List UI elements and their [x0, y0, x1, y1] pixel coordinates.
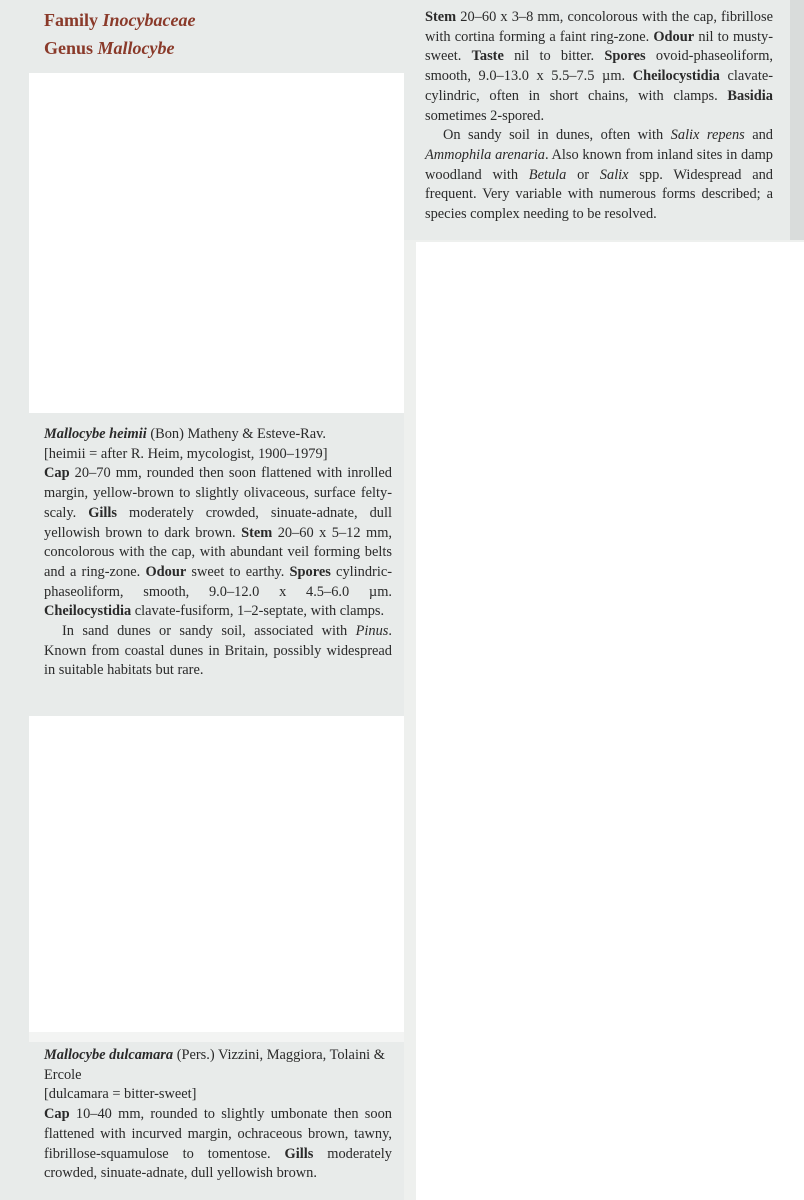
- cap-label: Cap: [44, 1106, 70, 1123]
- species-entry-heimii: [44, 425, 392, 681]
- habitat-host: Salix: [599, 166, 629, 183]
- stem-label: Stem: [241, 524, 273, 541]
- odour-label: Odour: [653, 28, 695, 45]
- family-name: Inocybaceae: [102, 10, 196, 30]
- species-entry-dulcamara-continued: [425, 8, 773, 225]
- spores-text: cylindric-phaseoliform, smooth, 9.0–12.0 x 4.5–6.0 µm.: [44, 563, 392, 600]
- species-authority: (Pers.) Vizzini, Maggiora, Tolaini & Ercole: [44, 1047, 385, 1083]
- habitat-text: . Known from coastal dunes in Britain, possibly widespread in suitable habitats but rare.: [44, 623, 392, 679]
- family-label: Family: [44, 10, 98, 30]
- spores-label: Spores: [604, 48, 646, 65]
- odour-label: Odour: [145, 563, 187, 580]
- stem-text: 20–60 x 5–12 mm, concolorous with the cap, with abundant veil forming belts and a ring-zone.: [44, 524, 392, 580]
- habitat-host: Salix repens: [670, 127, 745, 144]
- taste-label: Taste: [471, 48, 504, 65]
- habitat-text: and: [744, 127, 773, 144]
- habitat-host: Betula: [528, 166, 567, 183]
- photo-placeholder-bottom-edge: [29, 1032, 404, 1042]
- cap-text: 10–40 mm, rounded to slightly umbonate then soon flattened with incurved margin, ochraceous brown, tawny, fibrillose-squamulose to tomentose.: [44, 1106, 392, 1162]
- description: [44, 464, 392, 622]
- species-name: Mallocybe dulcamara: [44, 1047, 174, 1063]
- basidia-text: sometimes 2-spored.: [425, 107, 545, 124]
- habitat-text: In sand dunes or sandy soil, associated with: [62, 623, 356, 640]
- genus-name: Mallocybe: [97, 38, 175, 58]
- page-edge: [790, 0, 804, 240]
- habitat-text: or: [566, 166, 600, 183]
- basidia-label: Basidia: [727, 87, 773, 104]
- species-authority: (Bon) Matheny & Esteve-Rav.: [146, 426, 327, 442]
- page-header: [44, 6, 195, 62]
- cap-text: 20–70 mm, rounded then soon flattened with inrolled margin, yellow-brown to slightly olivaceous, surface felty-scaly.: [44, 465, 392, 521]
- cheilocystidia-text: clavate-cylindric, often in short chains, with clamps.: [425, 68, 773, 104]
- stem-label: Stem: [425, 9, 457, 25]
- photo-placeholder-top: [29, 73, 404, 413]
- description: [44, 1105, 392, 1184]
- photo-placeholder-middle: [29, 716, 404, 1032]
- species-name: Mallocybe heimii: [44, 426, 147, 442]
- stem-text: 20–60 x 3–8 mm, concolorous with the cap, fibrillose with cortina forming a faint ring-zone.: [425, 9, 773, 45]
- genus-heading: [44, 34, 195, 62]
- etymology: [heimii = after R. Heim, mycologist, 1900–1979]: [44, 445, 328, 462]
- description: [425, 8, 773, 126]
- odour-text: nil to musty-sweet.: [425, 28, 773, 65]
- habitat-text: spp. Widespread and frequent. Very variable with numerous forms described; a species complex needing to be resolved.: [425, 166, 773, 223]
- cheilocystidia-label: Cheilocystidia: [44, 603, 132, 620]
- species-title: [44, 1046, 392, 1085]
- species-title: [44, 425, 392, 445]
- spores-text: ovoid-phaseoliform, smooth, 9.0–13.0 x 5.5–7.5 µm.: [425, 48, 773, 85]
- gills-label: Gills: [284, 1145, 314, 1162]
- habitat: [44, 622, 392, 681]
- species-entry-dulcamara: [44, 1046, 392, 1184]
- cap-label: Cap: [44, 465, 70, 482]
- habitat: [425, 126, 773, 225]
- odour-text: sweet to earthy.: [186, 563, 290, 580]
- genus-label: Genus: [44, 38, 94, 58]
- cheilocystidia-label: Cheilocystidia: [632, 68, 720, 85]
- gills-text: moderately crowded, sinuate-adnate, dull yellowish brown to dark brown.: [44, 504, 392, 541]
- habitat-host: Pinus: [355, 623, 389, 640]
- cheilocystidia-text: clavate-fusiform, 1–2-septate, with clamps.: [131, 603, 385, 620]
- habitat-host: Ammophila arenaria: [425, 146, 545, 163]
- taste-text: nil to bitter.: [503, 48, 605, 65]
- spores-label: Spores: [289, 563, 331, 580]
- gills-label: Gills: [88, 504, 118, 521]
- etymology: [dulcamara = bitter-sweet]: [44, 1086, 197, 1103]
- blank-area: [416, 242, 804, 1200]
- gills-text: moderately crowded, sinuate-adnate, dull yellowish brown.: [44, 1145, 392, 1182]
- family-heading: [44, 6, 195, 34]
- habitat-text: On sandy soil in dunes, often with: [443, 127, 671, 144]
- habitat-text: . Also known from inland sites in damp woodland with: [425, 146, 773, 183]
